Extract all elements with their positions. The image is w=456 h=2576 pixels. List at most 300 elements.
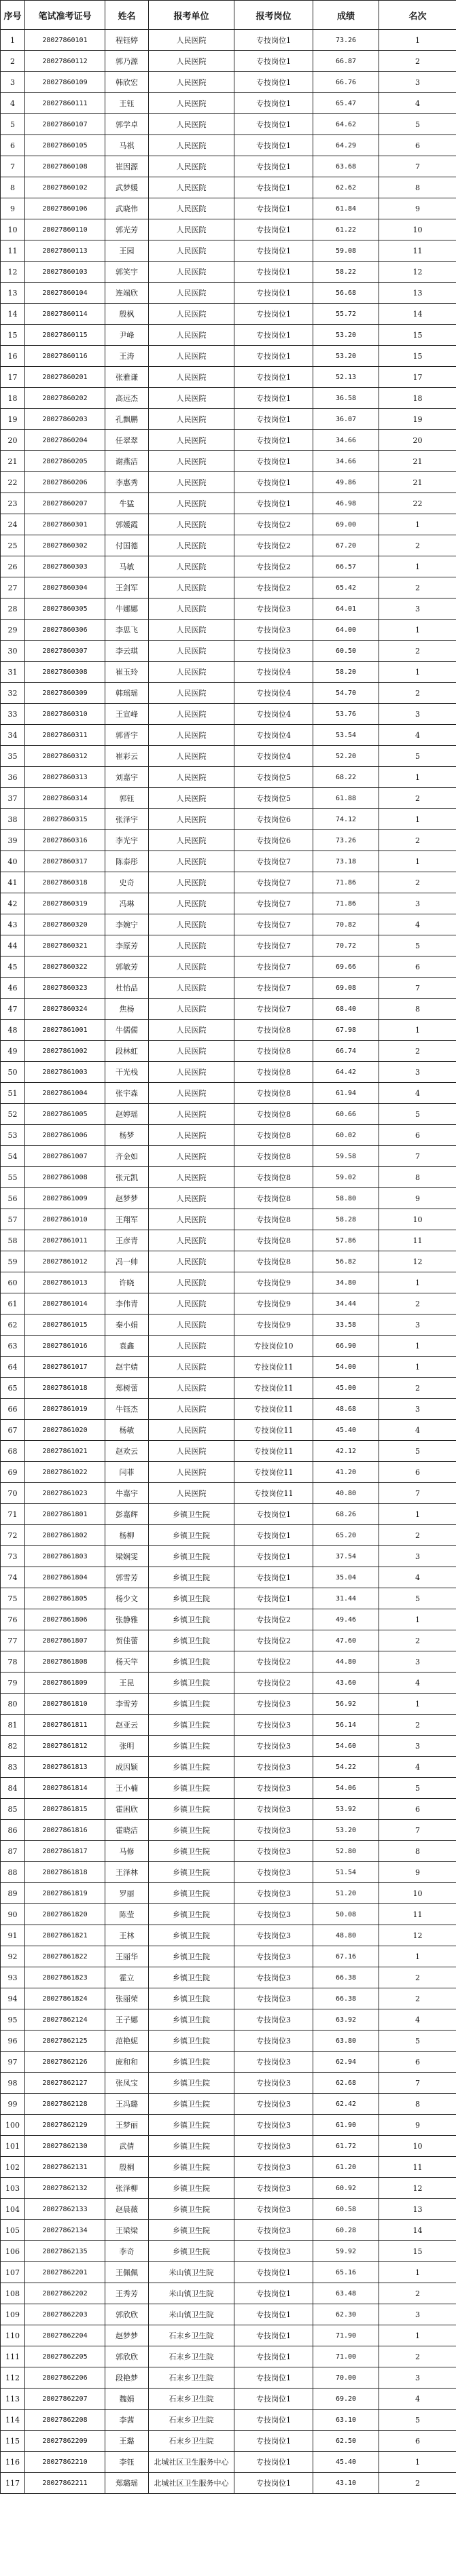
- cell-unit: 石末乡卫生院: [149, 2367, 234, 2389]
- cell-index: 95: [1, 2009, 25, 2031]
- table-row: [1, 1799, 456, 1820]
- cell-unit: 乡镇卫生院: [149, 1946, 234, 1967]
- table-row: [1, 893, 456, 914]
- table-row: [1, 1230, 456, 1251]
- cell-exam-number: 28027860318: [25, 872, 105, 893]
- cell-exam-number: 28027860103: [25, 262, 105, 283]
- table-row: [1, 2136, 456, 2157]
- table-row: [1, 1462, 456, 1483]
- table-row: [1, 1609, 456, 1630]
- cell-name: 王彦青: [105, 1230, 149, 1251]
- cell-score: 50.08: [313, 1904, 379, 1925]
- header-exam-number: 笔试准考证号: [25, 1, 105, 30]
- cell-rank: 2: [379, 1378, 456, 1399]
- cell-score: 62.30: [313, 2304, 379, 2325]
- cell-exam-number: 28027861821: [25, 1925, 105, 1946]
- cell-rank: 2: [379, 535, 456, 556]
- table-header: [1, 1, 456, 30]
- cell-position: 专技岗位7: [234, 851, 313, 872]
- cell-name: 王翔军: [105, 1209, 149, 1230]
- cell-position: 专技岗位10: [234, 1336, 313, 1357]
- cell-name: 武倩: [105, 2136, 149, 2157]
- cell-position: 专技岗位7: [234, 935, 313, 956]
- cell-name: 崔因源: [105, 156, 149, 177]
- cell-unit: 人民医院: [149, 367, 234, 388]
- cell-score: 64.42: [313, 1062, 379, 1083]
- cell-unit: 人民医院: [149, 114, 234, 135]
- cell-rank: 5: [379, 1778, 456, 1799]
- cell-score: 59.92: [313, 2241, 379, 2262]
- cell-unit: 人民医院: [149, 451, 234, 472]
- cell-name: 杨敏: [105, 1420, 149, 1441]
- cell-unit: 乡镇卫生院: [149, 1967, 234, 1988]
- cell-rank: 1: [379, 851, 456, 872]
- cell-position: 专技岗位6: [234, 809, 313, 830]
- cell-index: 102: [1, 2157, 25, 2178]
- cell-exam-number: 28027861805: [25, 1588, 105, 1609]
- cell-rank: 9: [379, 1862, 456, 1883]
- cell-exam-number: 28027860321: [25, 935, 105, 956]
- cell-index: 19: [1, 409, 25, 430]
- cell-index: 18: [1, 388, 25, 409]
- cell-rank: 1: [379, 1357, 456, 1378]
- cell-position: 专技岗位5: [234, 767, 313, 788]
- cell-index: 90: [1, 1904, 25, 1925]
- cell-index: 40: [1, 851, 25, 872]
- cell-score: 62.50: [313, 2431, 379, 2452]
- cell-name: 郭敏芳: [105, 956, 149, 978]
- cell-position: 专技岗位8: [234, 1083, 313, 1104]
- table-row: [1, 135, 456, 156]
- table-row: [1, 2410, 456, 2431]
- cell-exam-number: 28027861819: [25, 1883, 105, 1904]
- cell-exam-number: 28027860304: [25, 577, 105, 598]
- table-row: [1, 2115, 456, 2136]
- table-row: [1, 1672, 456, 1694]
- cell-rank: 5: [379, 1588, 456, 1609]
- cell-position: 专技岗位7: [234, 872, 313, 893]
- cell-score: 67.16: [313, 1946, 379, 1967]
- cell-exam-number: 28027861004: [25, 1083, 105, 1104]
- cell-index: 54: [1, 1146, 25, 1167]
- cell-name: 霍晓洁: [105, 1820, 149, 1841]
- cell-score: 62.68: [313, 2073, 379, 2094]
- table-row: [1, 725, 456, 746]
- cell-index: 98: [1, 2073, 25, 2094]
- cell-rank: 12: [379, 2178, 456, 2199]
- cell-unit: 石末乡卫生院: [149, 2346, 234, 2367]
- cell-name: 郑璐瑶: [105, 2473, 149, 2494]
- cell-position: 专技岗位1: [234, 472, 313, 493]
- cell-rank: 3: [379, 2304, 456, 2325]
- cell-score: 58.20: [313, 662, 379, 683]
- cell-position: 专技岗位1: [234, 262, 313, 283]
- cell-score: 71.00: [313, 2346, 379, 2367]
- cell-rank: 1: [379, 1694, 456, 1715]
- cell-exam-number: 28027861006: [25, 1125, 105, 1146]
- table-row: [1, 1757, 456, 1778]
- cell-exam-number: 28027860322: [25, 956, 105, 978]
- cell-unit: 人民医院: [149, 598, 234, 620]
- cell-position: 专技岗位1: [234, 93, 313, 114]
- cell-exam-number: 28027860107: [25, 114, 105, 135]
- cell-name: 王子娜: [105, 2009, 149, 2031]
- cell-index: 100: [1, 2115, 25, 2136]
- cell-unit: 乡镇卫生院: [149, 1925, 234, 1946]
- cell-index: 24: [1, 514, 25, 535]
- table-row: [1, 1209, 456, 1230]
- cell-name: 李惠秀: [105, 472, 149, 493]
- cell-exam-number: 28027861008: [25, 1167, 105, 1188]
- table-row: [1, 641, 456, 662]
- cell-score: 62.94: [313, 2052, 379, 2073]
- cell-unit: 乡镇卫生院: [149, 1988, 234, 2009]
- cell-rank: 2: [379, 2346, 456, 2367]
- cell-name: 马敏: [105, 556, 149, 577]
- cell-name: 李伟青: [105, 1293, 149, 1314]
- table-row: [1, 704, 456, 725]
- cell-score: 53.20: [313, 346, 379, 367]
- cell-position: 专技岗位3: [234, 598, 313, 620]
- cell-index: 92: [1, 1946, 25, 1967]
- cell-position: 专技岗位11: [234, 1462, 313, 1483]
- cell-name: 赵亚云: [105, 1715, 149, 1736]
- cell-name: 王秀芳: [105, 2283, 149, 2304]
- cell-score: 68.40: [313, 999, 379, 1020]
- cell-index: 116: [1, 2452, 25, 2473]
- cell-score: 69.08: [313, 978, 379, 999]
- table-row: [1, 1715, 456, 1736]
- cell-unit: 人民医院: [149, 30, 234, 51]
- cell-position: 专技岗位3: [234, 1757, 313, 1778]
- cell-name: 陈泰彤: [105, 851, 149, 872]
- cell-exam-number: 28027861813: [25, 1757, 105, 1778]
- cell-unit: 人民医院: [149, 156, 234, 177]
- cell-exam-number: 28027861003: [25, 1062, 105, 1083]
- cell-unit: 人民医院: [149, 1357, 234, 1378]
- table-row: [1, 1314, 456, 1336]
- cell-name: 杨梦: [105, 1125, 149, 1146]
- cell-rank: 4: [379, 1757, 456, 1778]
- cell-score: 66.57: [313, 556, 379, 577]
- cell-unit: 人民医院: [149, 135, 234, 156]
- cell-score: 43.60: [313, 1672, 379, 1694]
- cell-unit: 乡镇卫生院: [149, 2052, 234, 2073]
- cell-rank: 3: [379, 893, 456, 914]
- table-row: [1, 177, 456, 198]
- cell-rank: 2: [379, 1041, 456, 1062]
- cell-exam-number: 28027861001: [25, 1020, 105, 1041]
- cell-unit: 乡镇卫生院: [149, 2136, 234, 2157]
- cell-unit: 乡镇卫生院: [149, 1651, 234, 1672]
- cell-position: 专技岗位1: [234, 198, 313, 219]
- cell-rank: 1: [379, 1020, 456, 1041]
- cell-exam-number: 28027862210: [25, 2452, 105, 2473]
- cell-rank: 10: [379, 2136, 456, 2157]
- cell-score: 60.02: [313, 1125, 379, 1146]
- cell-rank: 14: [379, 304, 456, 325]
- cell-exam-number: 28027861005: [25, 1104, 105, 1125]
- cell-score: 64.29: [313, 135, 379, 156]
- cell-unit: 人民医院: [149, 1125, 234, 1146]
- cell-rank: 13: [379, 2199, 456, 2220]
- cell-unit: 人民医院: [149, 1188, 234, 1209]
- cell-unit: 米山镇卫生院: [149, 2262, 234, 2283]
- table-row: [1, 2199, 456, 2220]
- cell-exam-number: 28027861812: [25, 1736, 105, 1757]
- cell-rank: 2: [379, 577, 456, 598]
- cell-index: 71: [1, 1504, 25, 1525]
- cell-position: 专技岗位1: [234, 409, 313, 430]
- cell-name: 赵欢云: [105, 1441, 149, 1462]
- cell-exam-number: 28027860205: [25, 451, 105, 472]
- table-row: [1, 1778, 456, 1799]
- cell-position: 专技岗位9: [234, 1272, 313, 1293]
- cell-rank: 10: [379, 1883, 456, 1904]
- cell-position: 专技岗位7: [234, 956, 313, 978]
- cell-rank: 9: [379, 2115, 456, 2136]
- cell-index: 7: [1, 156, 25, 177]
- cell-name: 张泽宇: [105, 809, 149, 830]
- cell-score: 51.54: [313, 1862, 379, 1883]
- cell-exam-number: 28027860308: [25, 662, 105, 683]
- cell-score: 34.80: [313, 1272, 379, 1293]
- cell-score: 66.74: [313, 1041, 379, 1062]
- cell-exam-number: 28027860105: [25, 135, 105, 156]
- cell-index: 117: [1, 2473, 25, 2494]
- cell-score: 48.80: [313, 1925, 379, 1946]
- cell-rank: 21: [379, 451, 456, 472]
- header-unit: 报考单位: [149, 1, 234, 30]
- cell-name: 武晓伟: [105, 198, 149, 219]
- cell-unit: 乡镇卫生院: [149, 1504, 234, 1525]
- cell-exam-number: 28027861824: [25, 1988, 105, 2009]
- cell-exam-number: 28027861803: [25, 1546, 105, 1567]
- cell-score: 69.66: [313, 956, 379, 978]
- cell-position: 专技岗位8: [234, 1104, 313, 1125]
- cell-unit: 乡镇卫生院: [149, 1841, 234, 1862]
- cell-score: 53.20: [313, 325, 379, 346]
- cell-index: 31: [1, 662, 25, 683]
- cell-unit: 乡镇卫生院: [149, 2073, 234, 2094]
- cell-index: 97: [1, 2052, 25, 2073]
- cell-score: 71.86: [313, 893, 379, 914]
- cell-rank: 6: [379, 2052, 456, 2073]
- cell-index: 82: [1, 1736, 25, 1757]
- table-row: [1, 788, 456, 809]
- cell-unit: 人民医院: [149, 788, 234, 809]
- cell-position: 专技岗位1: [234, 1546, 313, 1567]
- cell-index: 5: [1, 114, 25, 135]
- table-row: [1, 262, 456, 283]
- cell-score: 66.38: [313, 1967, 379, 1988]
- cell-position: 专技岗位1: [234, 1588, 313, 1609]
- cell-rank: 10: [379, 219, 456, 240]
- cell-rank: 20: [379, 430, 456, 451]
- table-row: [1, 1188, 456, 1209]
- cell-position: 专技岗位2: [234, 577, 313, 598]
- cell-position: 专技岗位3: [234, 2009, 313, 2031]
- cell-rank: 1: [379, 1336, 456, 1357]
- cell-score: 64.01: [313, 598, 379, 620]
- cell-score: 70.00: [313, 2367, 379, 2389]
- cell-name: 孔飘鹏: [105, 409, 149, 430]
- cell-position: 专技岗位1: [234, 2262, 313, 2283]
- cell-unit: 乡镇卫生院: [149, 1567, 234, 1588]
- cell-exam-number: 28027860302: [25, 535, 105, 556]
- cell-position: 专技岗位7: [234, 914, 313, 935]
- cell-exam-number: 28027861022: [25, 1462, 105, 1483]
- cell-name: 霍立: [105, 1967, 149, 1988]
- cell-exam-number: 28027861801: [25, 1504, 105, 1525]
- cell-index: 34: [1, 725, 25, 746]
- cell-index: 16: [1, 346, 25, 367]
- cell-position: 专技岗位1: [234, 2410, 313, 2431]
- cell-name: 尹峰: [105, 325, 149, 346]
- cell-position: 专技岗位3: [234, 2178, 313, 2199]
- cell-name: 段林虹: [105, 1041, 149, 1062]
- cell-unit: 人民医院: [149, 830, 234, 851]
- cell-exam-number: 28027860323: [25, 978, 105, 999]
- cell-unit: 人民医院: [149, 1062, 234, 1083]
- cell-unit: 人民医院: [149, 1104, 234, 1125]
- cell-position: 专技岗位2: [234, 1609, 313, 1630]
- cell-rank: 2: [379, 1525, 456, 1546]
- cell-index: 107: [1, 2262, 25, 2283]
- table-row: [1, 1904, 456, 1925]
- cell-name: 陈莹: [105, 1904, 149, 1925]
- cell-rank: 11: [379, 240, 456, 262]
- cell-name: 李茜: [105, 2410, 149, 2431]
- cell-rank: 6: [379, 956, 456, 978]
- cell-exam-number: 28027860303: [25, 556, 105, 577]
- cell-index: 106: [1, 2241, 25, 2262]
- cell-name: 郭欣欣: [105, 2346, 149, 2367]
- cell-name: 张雅谦: [105, 367, 149, 388]
- cell-unit: 乡镇卫生院: [149, 1904, 234, 1925]
- cell-index: 14: [1, 304, 25, 325]
- table-row: [1, 1272, 456, 1293]
- table-row: [1, 30, 456, 51]
- cell-score: 63.80: [313, 2031, 379, 2052]
- table-row: [1, 1820, 456, 1841]
- cell-unit: 人民医院: [149, 1041, 234, 1062]
- cell-name: 张宇森: [105, 1083, 149, 1104]
- cell-exam-number: 28027862206: [25, 2367, 105, 2389]
- cell-unit: 人民医院: [149, 304, 234, 325]
- table-row: [1, 1651, 456, 1672]
- cell-exam-number: 28027861815: [25, 1799, 105, 1820]
- cell-rank: 1: [379, 556, 456, 577]
- cell-score: 35.04: [313, 1567, 379, 1588]
- cell-unit: 乡镇卫生院: [149, 1862, 234, 1883]
- cell-score: 65.16: [313, 2262, 379, 2283]
- cell-index: 36: [1, 767, 25, 788]
- cell-rank: 5: [379, 2410, 456, 2431]
- cell-exam-number: 28027861021: [25, 1441, 105, 1462]
- cell-unit: 人民医院: [149, 1336, 234, 1357]
- cell-position: 专技岗位3: [234, 1820, 313, 1841]
- cell-rank: 3: [379, 72, 456, 93]
- cell-name: 王钰: [105, 93, 149, 114]
- table-row: [1, 1083, 456, 1104]
- cell-position: 专技岗位1: [234, 1567, 313, 1588]
- cell-rank: 11: [379, 1230, 456, 1251]
- cell-exam-number: 28027860106: [25, 198, 105, 219]
- cell-rank: 4: [379, 2389, 456, 2410]
- cell-exam-number: 28027860310: [25, 704, 105, 725]
- cell-rank: 3: [379, 704, 456, 725]
- cell-rank: 4: [379, 93, 456, 114]
- table-row: [1, 2452, 456, 2473]
- cell-position: 专技岗位2: [234, 1651, 313, 1672]
- cell-rank: 2: [379, 1967, 456, 1988]
- cell-exam-number: 28027860313: [25, 767, 105, 788]
- cell-exam-number: 28027860319: [25, 893, 105, 914]
- cell-score: 54.06: [313, 1778, 379, 1799]
- cell-position: 专技岗位2: [234, 556, 313, 577]
- cell-position: 专技岗位1: [234, 156, 313, 177]
- header-score: 成绩: [313, 1, 379, 30]
- cell-unit: 乡镇卫生院: [149, 2220, 234, 2241]
- cell-name: 张凤宝: [105, 2073, 149, 2094]
- cell-name: 史奇: [105, 872, 149, 893]
- cell-index: 27: [1, 577, 25, 598]
- cell-unit: 乡镇卫生院: [149, 2115, 234, 2136]
- cell-score: 44.80: [313, 1651, 379, 1672]
- cell-position: 专技岗位1: [234, 2431, 313, 2452]
- table-row: [1, 72, 456, 93]
- cell-position: 专技岗位8: [234, 1125, 313, 1146]
- cell-name: 杨少文: [105, 1588, 149, 1609]
- cell-unit: 人民医院: [149, 809, 234, 830]
- table-row: [1, 1967, 456, 1988]
- cell-position: 专技岗位2: [234, 1630, 313, 1651]
- cell-rank: 7: [379, 156, 456, 177]
- cell-position: 专技岗位3: [234, 2073, 313, 2094]
- cell-unit: 人民医院: [149, 914, 234, 935]
- cell-rank: 3: [379, 1736, 456, 1757]
- cell-position: 专技岗位3: [234, 2220, 313, 2241]
- cell-score: 47.60: [313, 1630, 379, 1651]
- cell-rank: 5: [379, 114, 456, 135]
- cell-unit: 人民医院: [149, 893, 234, 914]
- cell-name: 殷桐: [105, 2157, 149, 2178]
- cell-position: 专技岗位6: [234, 830, 313, 851]
- cell-index: 81: [1, 1715, 25, 1736]
- table-row: [1, 2178, 456, 2199]
- cell-index: 21: [1, 451, 25, 472]
- table-row: [1, 2431, 456, 2452]
- cell-unit: 人民医院: [149, 641, 234, 662]
- cell-name: 闫菲: [105, 1462, 149, 1483]
- cell-rank: 17: [379, 367, 456, 388]
- cell-name: 郭乃源: [105, 51, 149, 72]
- cell-score: 42.12: [313, 1441, 379, 1462]
- cell-exam-number: 28027862130: [25, 2136, 105, 2157]
- table-row: [1, 1736, 456, 1757]
- table-row: [1, 2346, 456, 2367]
- cell-name: 王泽林: [105, 1862, 149, 1883]
- cell-exam-number: 28027861011: [25, 1230, 105, 1251]
- cell-exam-number: 28027860317: [25, 851, 105, 872]
- cell-rank: 2: [379, 2283, 456, 2304]
- cell-name: 杨天竿: [105, 1651, 149, 1672]
- cell-name: 霍困欣: [105, 1799, 149, 1820]
- cell-rank: 1: [379, 1504, 456, 1525]
- cell-name: 郭欣欣: [105, 2304, 149, 2325]
- cell-score: 73.26: [313, 30, 379, 51]
